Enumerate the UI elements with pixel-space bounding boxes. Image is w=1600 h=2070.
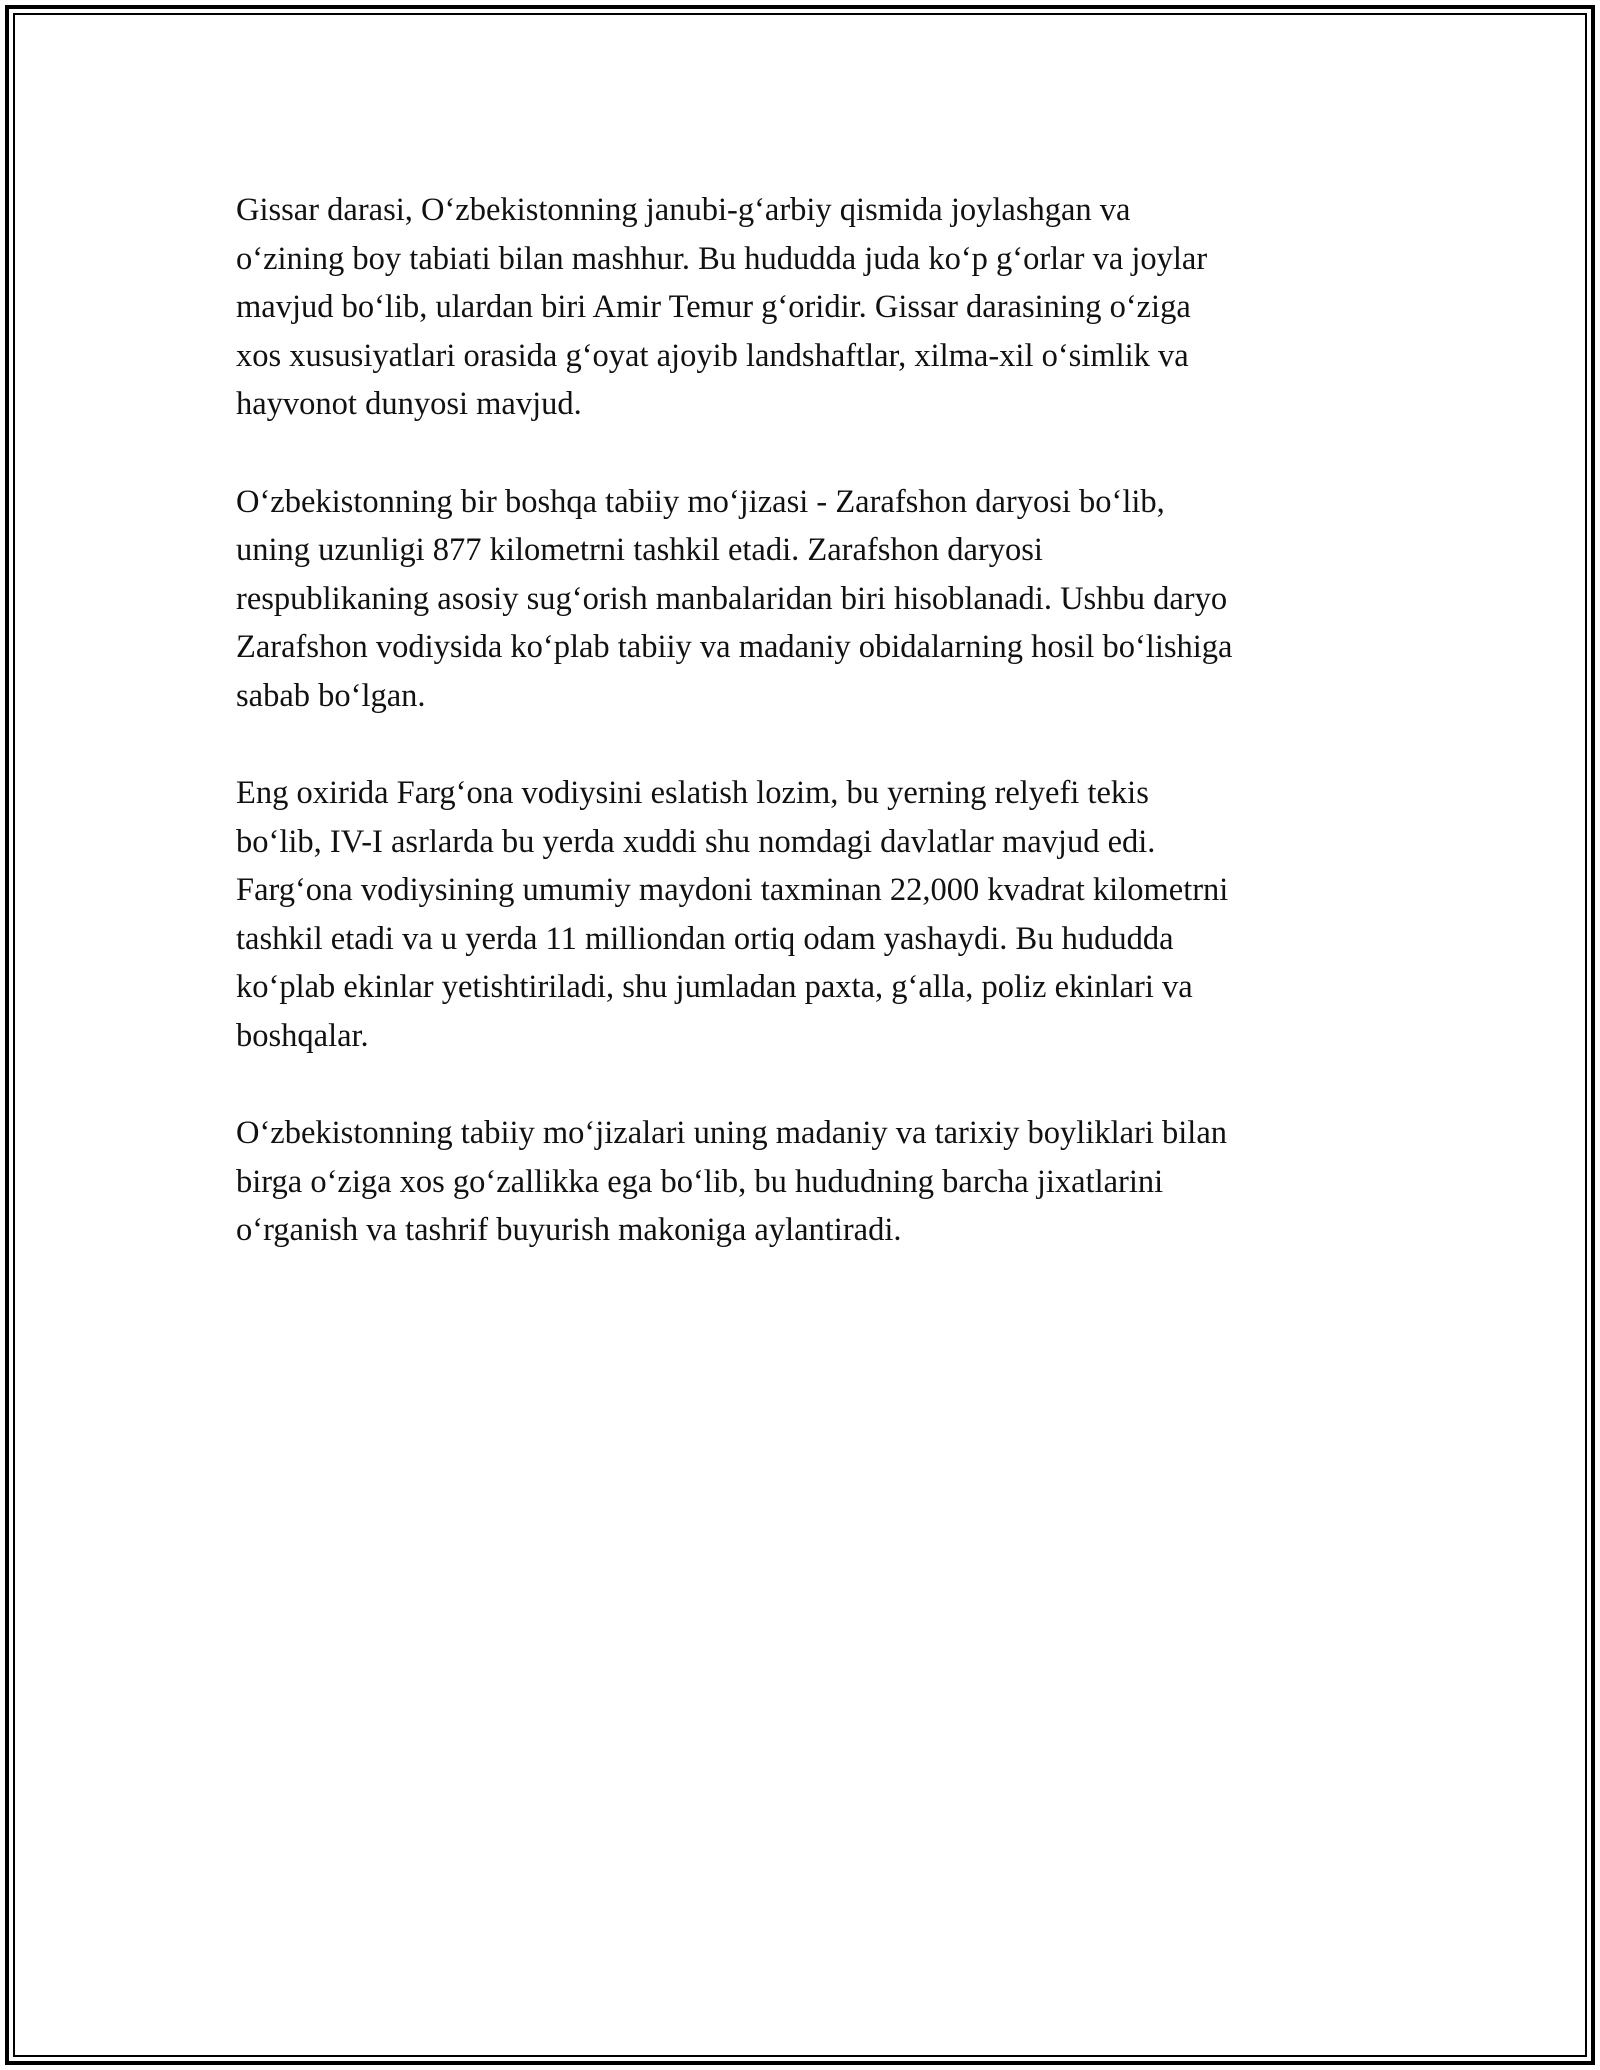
paragraph-fargona xyxy=(236,769,1366,1060)
text-line: o‘zining boy tabiati bilan mashhur. Bu hududda juda ko‘p g‘orlar va joylar xyxy=(236,240,1208,277)
text-line: hayvonot dunyosi mavjud. xyxy=(236,386,582,422)
paragraph-zarafshon xyxy=(236,478,1366,721)
text-line: respublikaning asosiy sug‘orish manbalaridan biri hisoblanadi. Ushbu daryo xyxy=(236,580,1228,617)
document-body xyxy=(236,186,1366,1304)
text-line: birga o‘ziga xos go‘zallikka ega bo‘lib, bu hududning barcha jixatlarini xyxy=(236,1163,1164,1200)
text-line: O‘zbekistonning tabiiy mo‘jizalari uning madaniy va tarixiy boyliklari bilan xyxy=(236,1115,1228,1151)
text-line: O‘zbekistonning bir boshqa tabiiy mo‘jizasi - Zarafshon daryosi bo‘lib, xyxy=(236,483,1165,520)
text-line: Eng oxirida Farg‘ona vodiysini eslatish lozim, bu yerning relyefi tekis xyxy=(236,775,1149,811)
text-line: ko‘plab ekinlar yetishtiriladi, shu jumladan paxta, g‘alla, poliz ekinlari va xyxy=(236,969,1193,1005)
text-line: o‘rganish va tashrif buyurish makoniga aylantiradi. xyxy=(236,1212,902,1248)
text-line: Gissar darasi, O‘zbekistonning janubi-g‘arbiy qismida joylashgan va xyxy=(236,192,1131,228)
text-line: bo‘lib, IV-I asrlarda bu yerda xuddi shu nomdagi davlatlar mavjud edi. xyxy=(236,823,1156,860)
text-line: tashkil etadi va u yerda 11 milliondan ortiq odam yashaydi. Bu hududda xyxy=(236,920,1174,957)
text-line: xos xususiyatlari orasida g‘oyat ajoyib landshaftlar, xilma-xil o‘simlik va xyxy=(236,337,1189,374)
paragraph-conclusion xyxy=(236,1109,1366,1255)
text-line: Zarafshon vodiysida ko‘plab tabiiy va madaniy obidalarning hosil bo‘lishiga xyxy=(236,629,1233,665)
text-line: sabab bo‘lgan. xyxy=(236,677,426,714)
text-line: Farg‘ona vodiysining umumiy maydoni taxminan 22,000 kvadrat kilometrni xyxy=(236,872,1229,908)
text-line: boshqalar. xyxy=(236,1017,369,1054)
paragraph-gissar xyxy=(236,186,1366,429)
text-line: mavjud bo‘lib, ulardan biri Amir Temur g‘oridir. Gissar darasining o‘ziga xyxy=(236,289,1191,325)
text-line: uning uzunligi 877 kilometrni tashkil etadi. Zarafshon daryosi xyxy=(236,532,1043,568)
